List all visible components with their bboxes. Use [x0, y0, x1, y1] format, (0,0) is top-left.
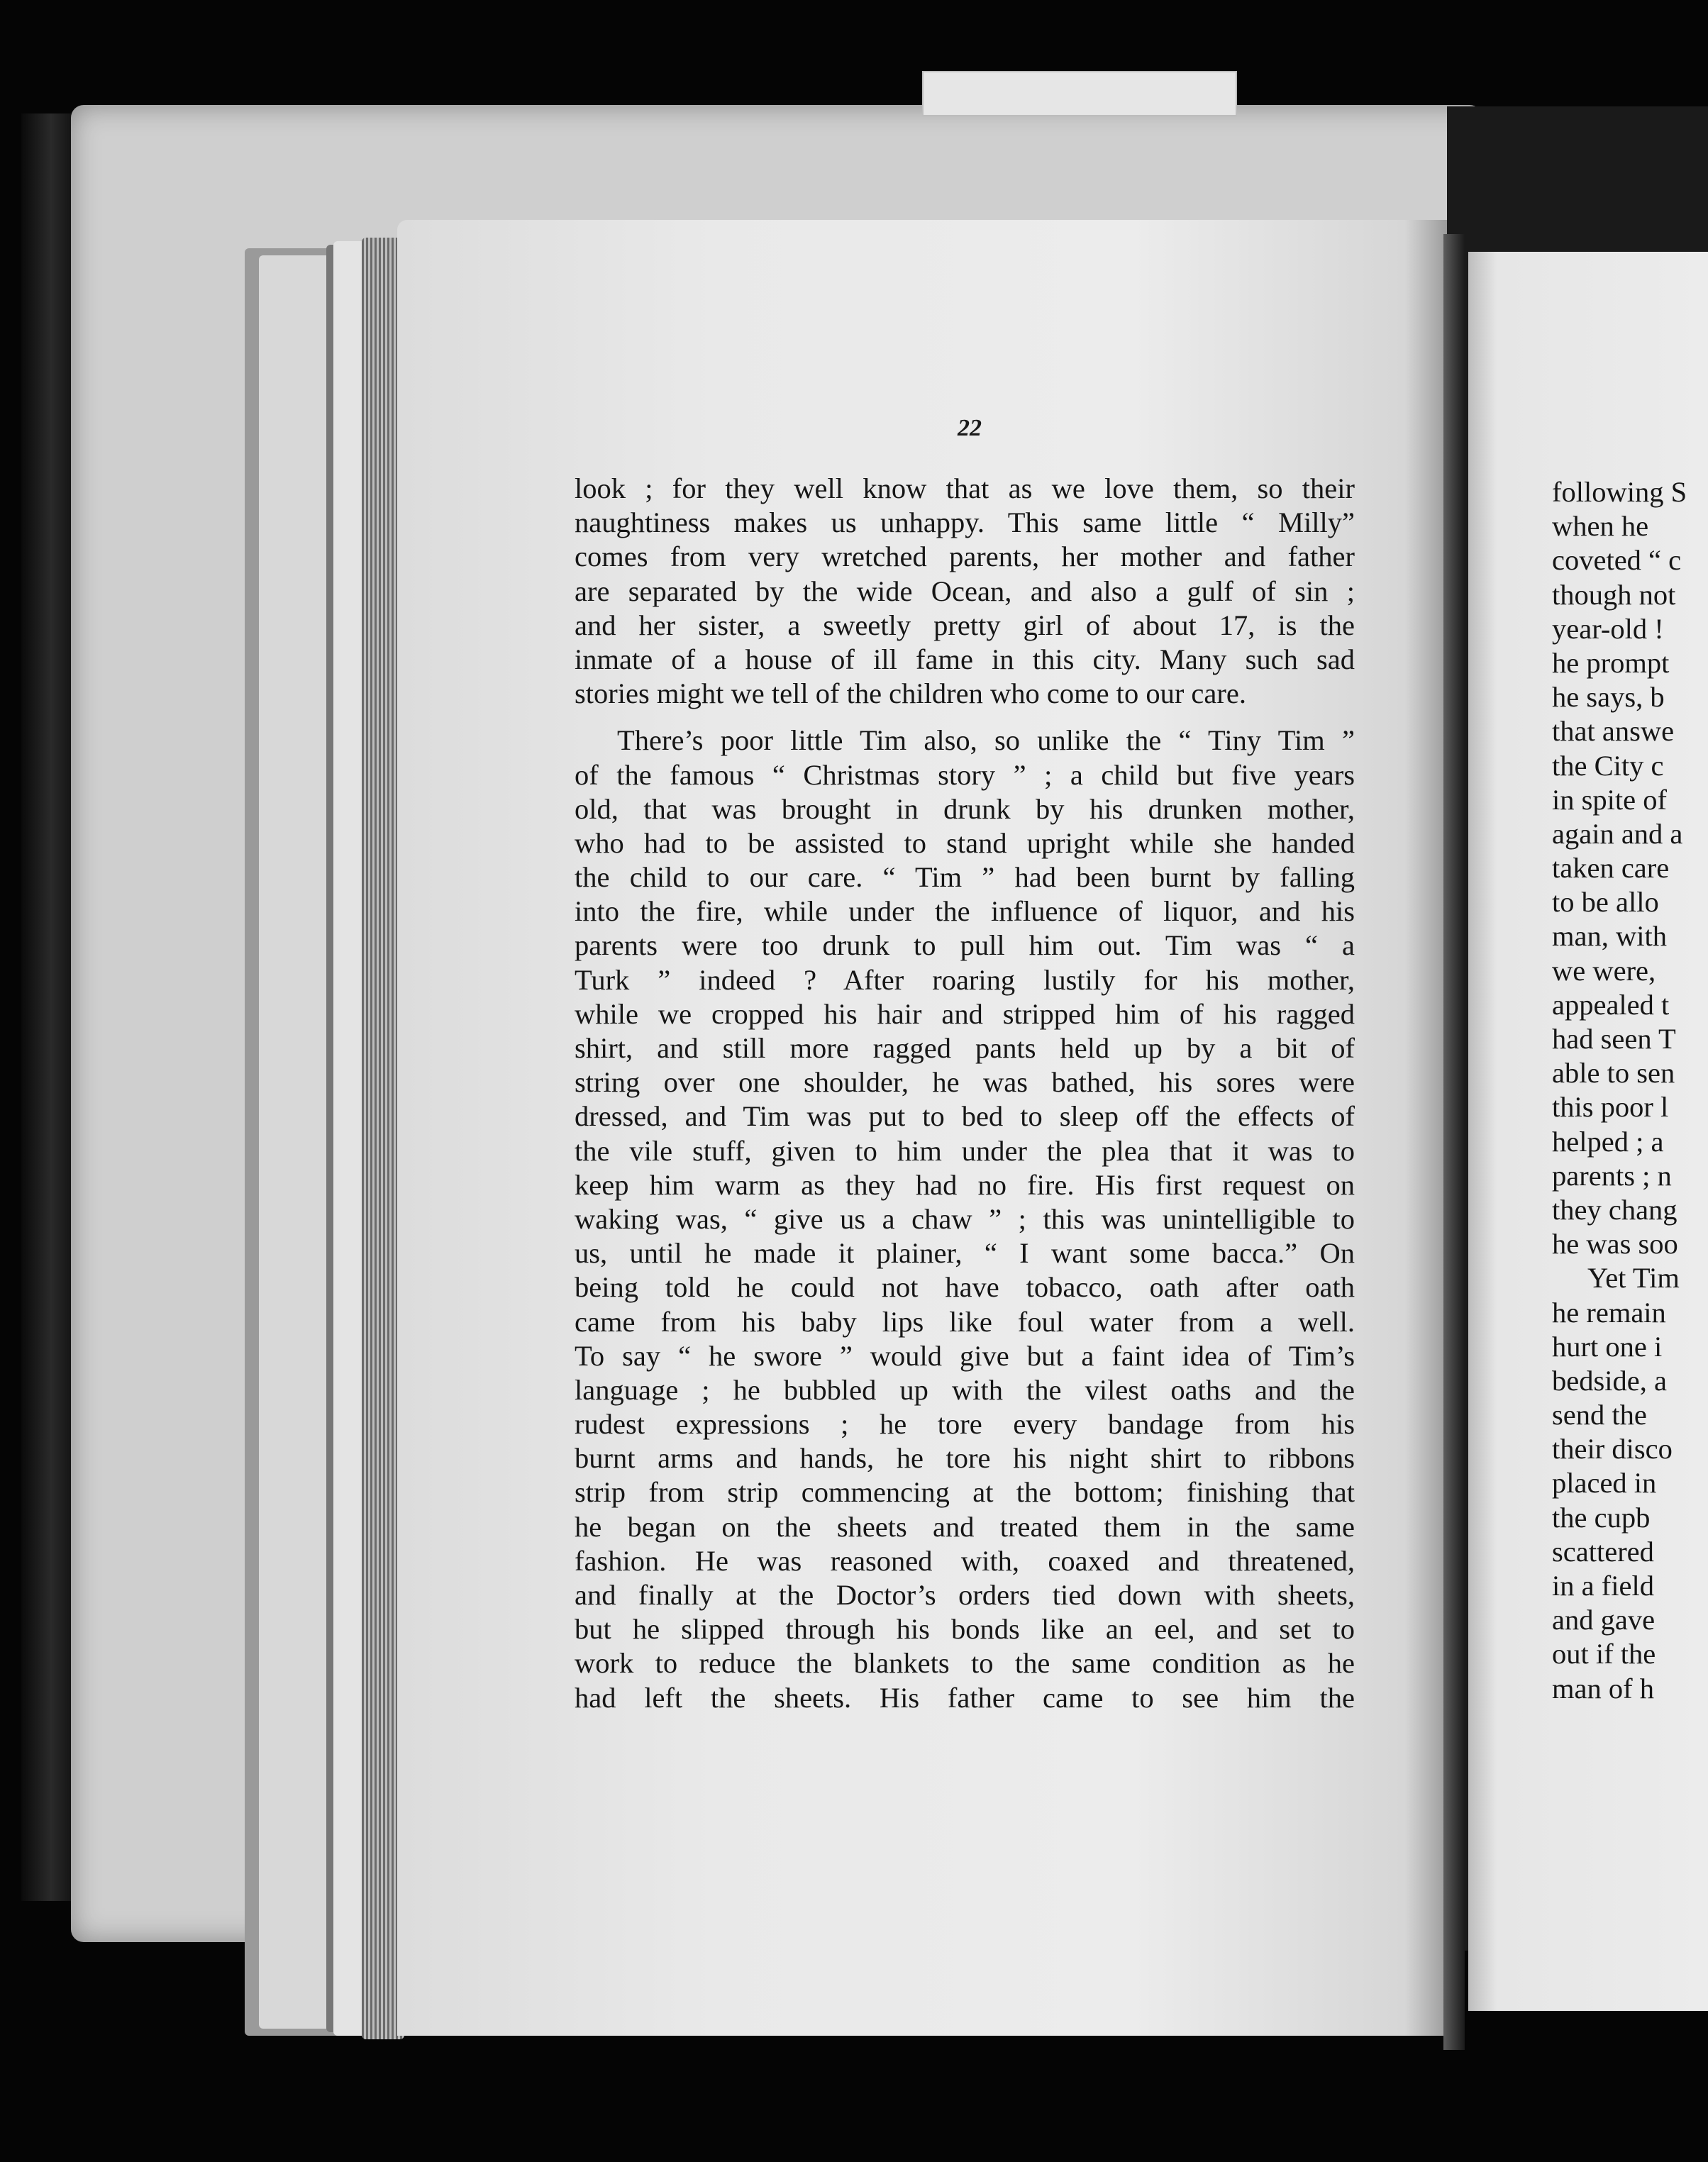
facing-text-line: year-old ! [1552, 612, 1664, 645]
facing-text-line: when he [1552, 510, 1649, 543]
facing-text-line: that answe [1552, 715, 1675, 748]
text-line: naughtiness makes us unhappy. This same little “ Milly” [575, 506, 1355, 539]
text-line: came from his baby lips like foul water from a well. [575, 1305, 1355, 1338]
text-line: are separated by the wide Ocean, and also a gulf of sin ; [575, 575, 1355, 607]
book-spine-shadow [21, 113, 71, 1901]
facing-text-line: appealed t [1552, 988, 1670, 1021]
text-line: the vile stuff, given to him under the plea that it was to [575, 1134, 1355, 1167]
facing-text-line: send the [1552, 1399, 1647, 1431]
page-number: 22 [958, 415, 982, 441]
text-line: There’s poor little Tim also, so unlike the “ Tiny Tim ” [617, 724, 1355, 757]
text-line: work to reduce the blankets to the same condition as he [575, 1647, 1355, 1680]
text-line: strip from strip commencing at the bottom; finishing that [575, 1476, 1355, 1509]
text-line: who had to be assisted to stand upright while she handed [575, 826, 1355, 859]
facing-text-line: Yet Tim [1587, 1262, 1680, 1295]
facing-text-line: he was soo [1552, 1228, 1678, 1260]
facing-text-line: had seen T [1552, 1023, 1676, 1055]
facing-text-line: taken care [1552, 852, 1670, 885]
text-line: and finally at the Doctor’s orders tied down with sheets, [575, 1579, 1355, 1611]
page-body-text [575, 472, 1355, 1715]
facing-text-line: bedside, a [1552, 1364, 1667, 1397]
text-line: dressed, and Tim was put to bed to sleep off the effects of [575, 1100, 1355, 1133]
facing-text-line: he prompt [1552, 646, 1670, 679]
text-line: the child to our care. “ Tim ” had been burnt by falling [575, 861, 1355, 894]
paper-tab [922, 71, 1237, 116]
book-gutter [1443, 234, 1465, 2050]
facing-text-line: man, with [1552, 920, 1667, 953]
facing-text-line: out if the [1552, 1638, 1656, 1670]
facing-text-line: he says, b [1552, 681, 1665, 714]
text-line: To say “ he swore ” would give but a faint idea of Tim’s [575, 1339, 1355, 1372]
text-line: fashion. He was reasoned with, coaxed and threatened, [575, 1544, 1355, 1577]
text-line: inmate of a house of ill fame in this city. Many such sad [575, 643, 1355, 675]
facing-text-line: parents ; n [1552, 1159, 1672, 1192]
facing-text-line: again and a [1552, 817, 1683, 850]
text-line: while we cropped his hair and stripped him of his ragged [575, 997, 1355, 1030]
text-line: into the fire, while under the influence of liquor, and his [575, 895, 1355, 928]
facing-text-line: though not [1552, 578, 1676, 611]
facing-text-line: placed in [1552, 1467, 1657, 1499]
paragraph [575, 724, 1355, 1714]
facing-text-line: coveted “ c [1552, 544, 1682, 577]
text-line: of the famous “ Christmas story ” ; a child but five years [575, 758, 1355, 791]
paragraph-gap [575, 711, 1355, 724]
text-line: Turk ” indeed ? After roaring lustily for his mother, [575, 963, 1355, 996]
facing-text-line: helped ; a [1552, 1125, 1664, 1158]
facing-text-line: to be allo [1552, 886, 1659, 919]
text-line: he began on the sheets and treated them in the same [575, 1510, 1355, 1543]
facing-text-line: able to sen [1552, 1057, 1675, 1090]
text-line: language ; he bubbled up with the vilest oaths and the [575, 1373, 1355, 1406]
text-line: being told he could not have tobacco, oath after oath [575, 1271, 1355, 1304]
facing-text-line: they chang [1552, 1193, 1678, 1226]
text-line: comes from very wretched parents, her mother and father [575, 540, 1355, 573]
facing-text-line: the City c [1552, 749, 1664, 782]
text-line: burnt arms and hands, he tore his night shirt to ribbons [575, 1442, 1355, 1475]
facing-text-line: this poor l [1552, 1091, 1669, 1124]
text-line: us, until he made it plainer, “ I want some bacca.” On [575, 1237, 1355, 1270]
text-line: rudest expressions ; he tore every bandage from his [575, 1408, 1355, 1441]
text-line: parents were too drunk to pull him out. Tim was “ a [575, 929, 1355, 962]
facing-text-line: their disco [1552, 1433, 1673, 1465]
facing-text-line: scattered [1552, 1535, 1654, 1568]
facing-text-line: the cupb [1552, 1501, 1651, 1534]
text-line: shirt, and still more ragged pants held up by a bit of [575, 1032, 1355, 1064]
text-line: look ; for they well know that as we love them, so their [575, 472, 1355, 504]
text-line: waking was, “ give us a chaw ” ; this was unintelligible to [575, 1202, 1355, 1235]
facing-text-line: and gave [1552, 1604, 1656, 1636]
paragraph [575, 472, 1355, 711]
facing-text-line: in spite of [1552, 783, 1667, 816]
facing-page-text [1552, 475, 1708, 1706]
text-line: keep him warm as they had no fire. His first request on [575, 1168, 1355, 1201]
text-line: and her sister, a sweetly pretty girl of about 17, is the [575, 609, 1355, 641]
facing-text-line: he remain [1552, 1296, 1666, 1329]
facing-text-line: we were, [1552, 954, 1656, 987]
text-line: had left the sheets. His father came to see him the [575, 1681, 1355, 1714]
text-line: old, that was brought in drunk by his drunken mother, [575, 792, 1355, 825]
facing-text-line: hurt one i [1552, 1330, 1663, 1363]
text-line: stories might we tell of the children who come to our care. [575, 677, 1246, 710]
facing-text-line: in a field [1552, 1570, 1654, 1602]
facing-text-line: following S [1552, 476, 1687, 508]
text-line: but he slipped through his bonds like an eel, and set to [575, 1613, 1355, 1646]
text-line: string over one shoulder, he was bathed, his sores were [575, 1066, 1355, 1099]
facing-text-line: man of h [1552, 1672, 1654, 1704]
